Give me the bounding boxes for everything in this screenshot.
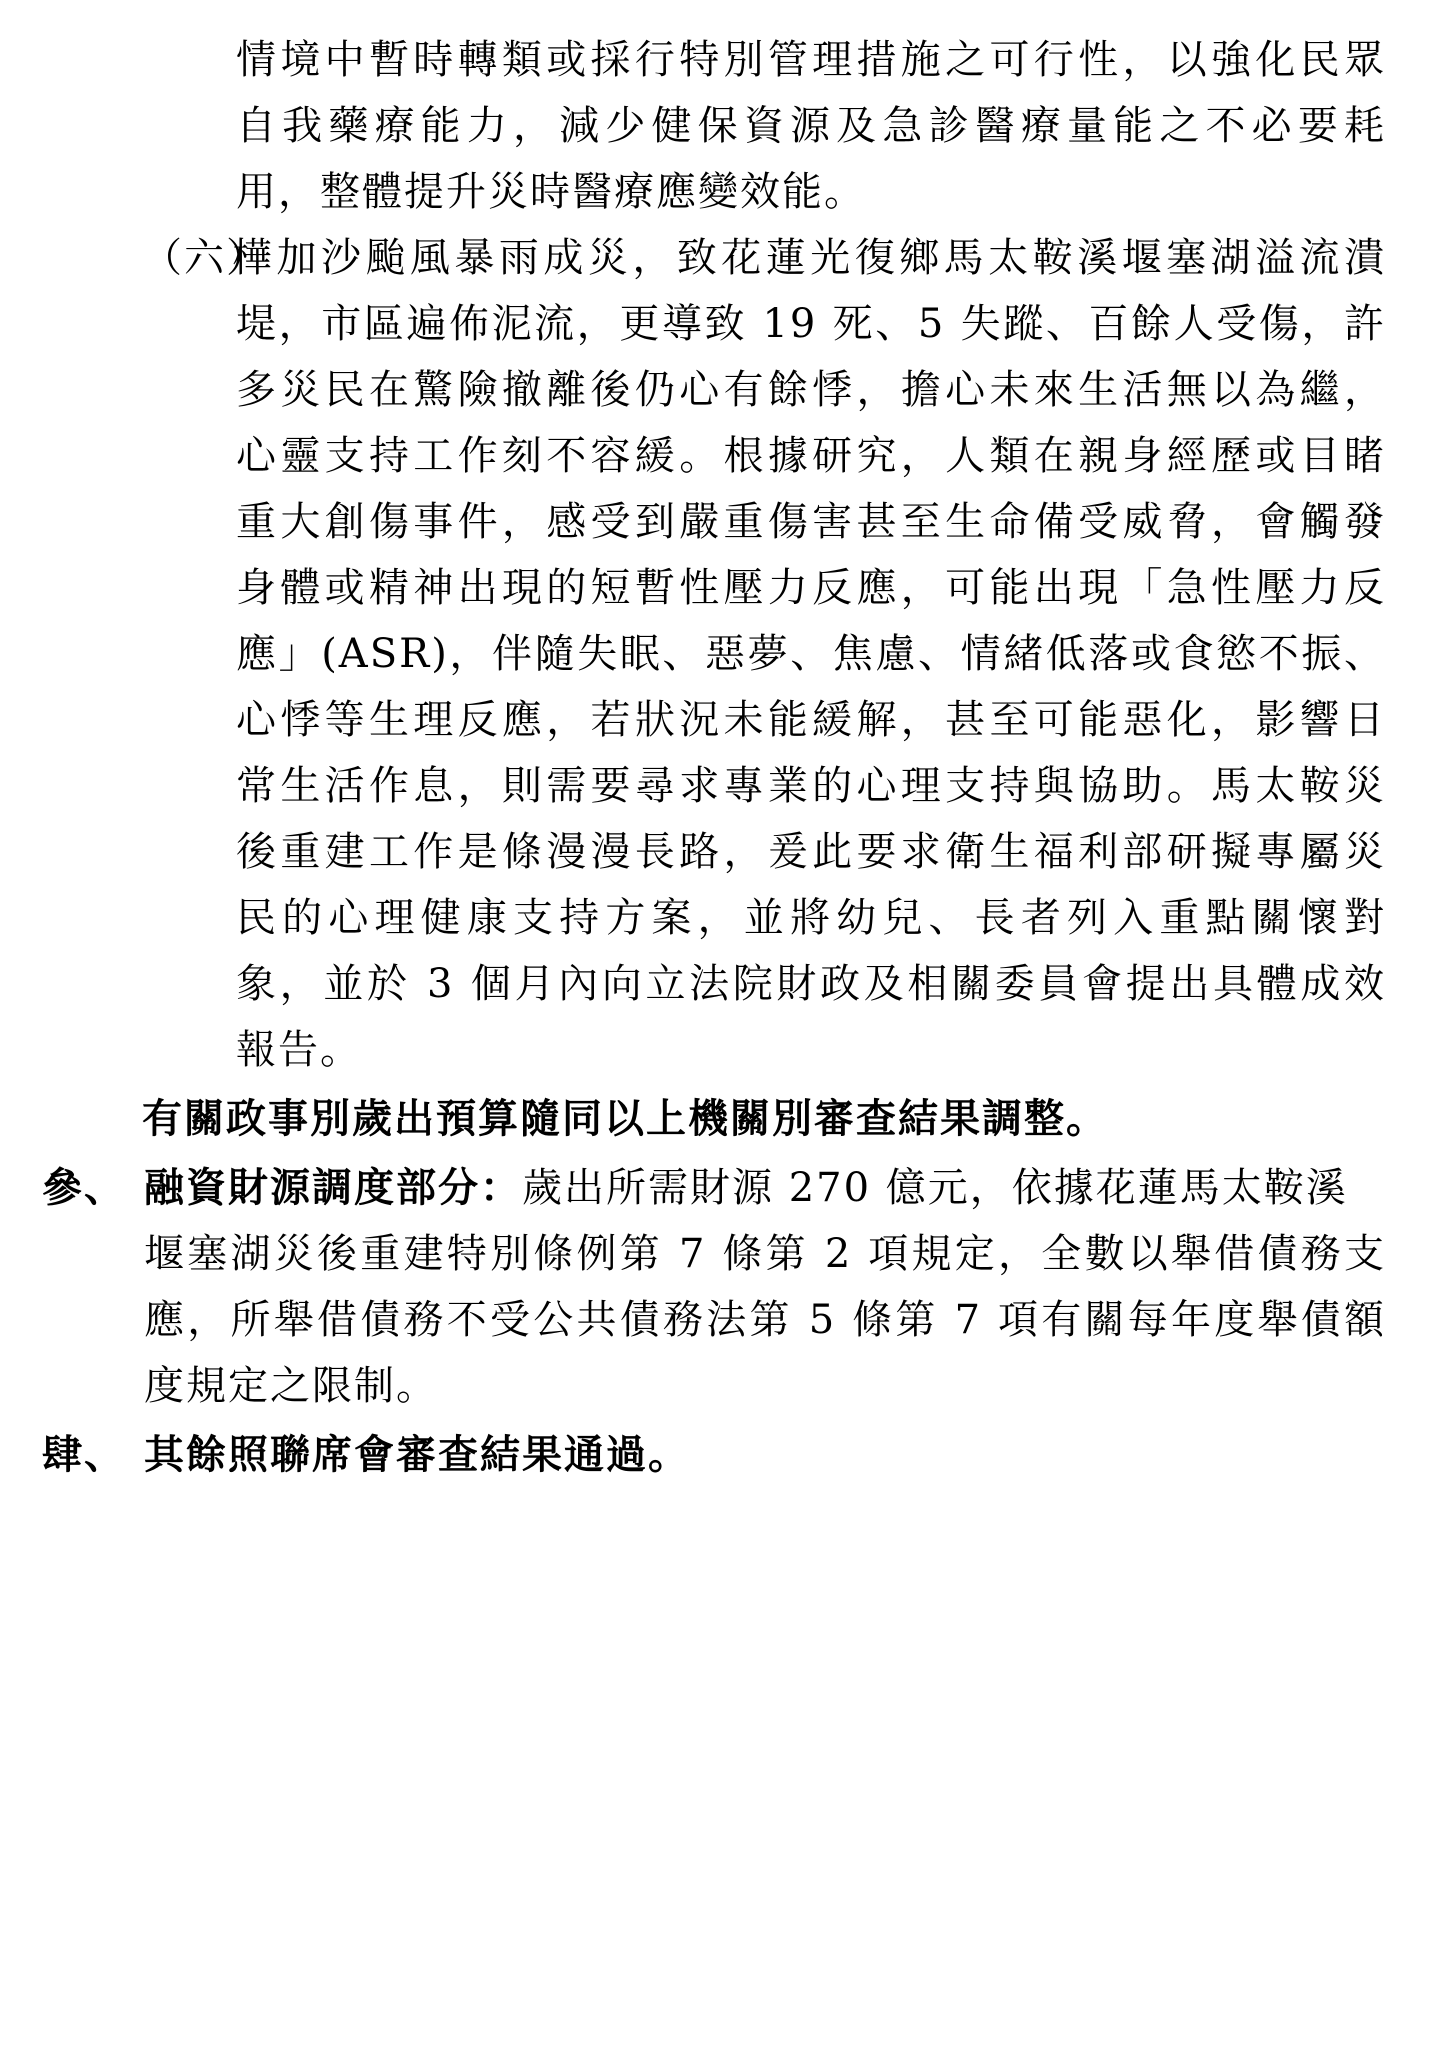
section-3-line-1: 歲出所需財源 270 億元，依據花蓮馬太鞍溪 [522, 1165, 1348, 1211]
item-6-line-10: 後重建工作是條漫漫長路，爰此要求衛生福利部研擬專屬災 [236, 829, 1386, 875]
intro-line-3: 用，整體提升災時醫療應變效能。 [236, 169, 866, 215]
item-6-line-9: 常生活作息，則需要尋求專業的心理支持與協助。馬太鞍災 [236, 763, 1386, 809]
section-3-first-line [144, 1155, 1386, 1221]
item-6-line-3: 多災民在驚險撤離後仍心有餘悸，擔心未來生活無以為繼， [236, 367, 1386, 413]
section-3-heading: 融資財源調度部分： [144, 1164, 522, 1211]
summary-line: 有關政事別歲出預算隨同以上機關別審查結果調整。 [142, 1095, 1108, 1142]
item-6-line-5: 重大創傷事件，感受到嚴重傷害甚至生命備受威脅，會觸發 [236, 499, 1386, 545]
section-3-line-3: 應，所舉借債務不受公共債務法第 5 條第 7 項有關每年度舉債額 [144, 1297, 1386, 1343]
section-3-line-2: 堰塞湖災後重建特別條例第 7 條第 2 項規定，全數以舉借債務支 [144, 1231, 1386, 1277]
section-4-text: 其餘照聯席會審查結果通過。 [144, 1431, 690, 1478]
item-6-line-2: 堤，市區遍佈泥流，更導致 19 死、5 失蹤、百餘人受傷，許 [236, 301, 1386, 347]
item-6-line-12: 象，並於 3 個月內向立法院財政及相關委員會提出具體成效 [236, 961, 1386, 1007]
item-6-line-6: 身體或精神出現的短暫性壓力反應，可能出現「急性壓力反 [236, 565, 1386, 611]
item-6-label: （六） [142, 235, 268, 281]
item-6-line-1: 樺加沙颱風暴雨成災，致花蓮光復鄉馬太鞍溪堰塞湖溢流潰 [232, 235, 1386, 281]
item-6-line-13: 報告。 [236, 1027, 362, 1073]
section-3-line-4: 度規定之限制。 [144, 1363, 438, 1409]
section-3-label: 參、 [42, 1164, 126, 1211]
item-6-line-8: 心悸等生理反應，若狀況未能緩解，甚至可能惡化，影響日 [236, 697, 1386, 743]
item-6-line-4: 心靈支持工作刻不容緩。根據研究，人類在親身經歷或目睹 [236, 433, 1386, 479]
intro-line-1: 情境中暫時轉類或採行特別管理措施之可行性，以強化民眾 [236, 37, 1386, 83]
intro-line-2: 自我藥療能力，減少健保資源及急診醫療量能之不必要耗 [236, 103, 1386, 149]
item-6-line-11: 民的心理健康支持方案，並將幼兒、長者列入重點關懷對 [236, 895, 1386, 941]
item-6-line-7: 應」(ASR)，伴隨失眠、惡夢、焦慮、情緒低落或食慾不振、 [236, 631, 1386, 677]
section-4-label: 肆、 [42, 1431, 126, 1478]
